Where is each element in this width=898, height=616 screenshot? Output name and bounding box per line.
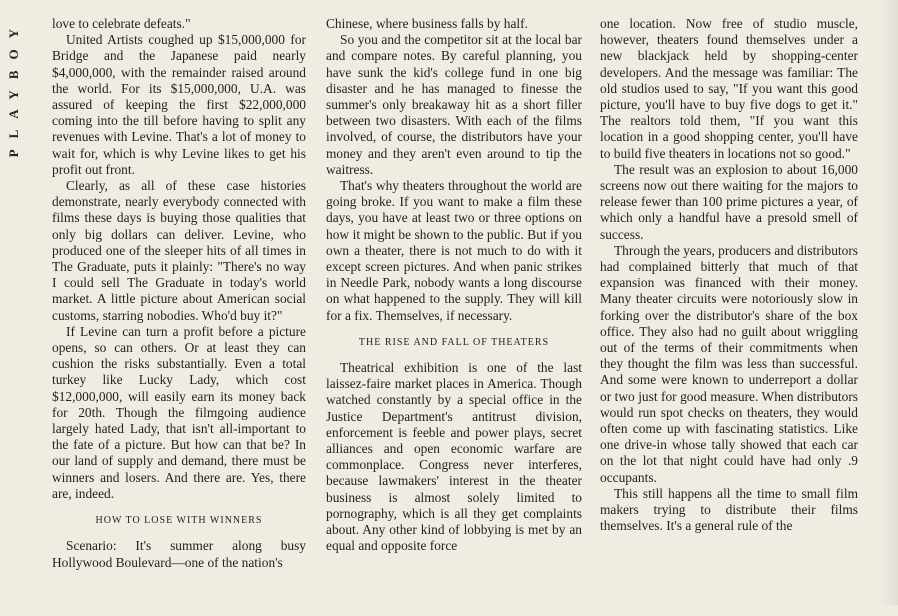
- body-paragraph: The result was an explosion to about 16,000 screens now out there waiting for the majors to release fewer than 100 prime pictures a year, of which only a handful have a presold smell of success.: [600, 161, 858, 242]
- body-paragraph: So you and the competitor sit at the local bar and compare notes. By careful planning, you have sunk the kid's college fund in one big disaster and he has managed to finesse the summer's only breakaway hit as a short filler between two disasters. With each of the films involved, of course, the distributors have your money and they aren't even around to tip the waitress.: [326, 32, 582, 177]
- body-paragraph: Scenario: It's summer along busy Hollywood Boulevard—one of the nation's: [52, 538, 306, 570]
- body-paragraph: United Artists coughed up $15,000,000 for Bridge and the Japanese paid nearly $4,000,000, with the remainder raised around the world. For its $15,000,000, U.A. was assured of keeping the first $22,000,000 coming into the till before having to split any revenues with Levine. That's a lot of money to wait for, which is why Levine likes to get his profit out front.: [52, 32, 306, 177]
- body-paragraph: This still happens all the time to small film makers trying to distribute their films themselves. It's a general rule of the: [600, 485, 858, 534]
- page-edge-shadow: [880, 0, 898, 605]
- text-column-2: [326, 16, 582, 616]
- body-paragraph: love to celebrate defeats.": [52, 16, 191, 31]
- body-paragraph: If Levine can turn a profit before a picture opens, so can others. Or at least they can cushion the risks substantially. Even a total turkey like Lucky Lady, which cost $12,000,000, will easily earn its money back for 20th. Though the filmgoing audience largely hated Lady, that isn't all-important to the fate of a picture. But how can that be? In our land of supply and demand, there must be winners and losers. And there are. Yes, there are, indeed.: [52, 323, 306, 501]
- text-column-3: [600, 16, 858, 616]
- body-paragraph: Through the years, producers and distributors had complained bitterly that much of that expansion was financed with their money. Many theater circuits were notoriously slow in forking over the distributor's share of the box office. They also had no guilt about wriggling out of the terms of their commitments when they thought the film was less than successful. And some were known to underreport a dollar or two just for good measure. When distributors would run spot checks on theaters, they would often come up with fascinating statistics. Like one drive-in whose tally showed that each car on the lot that night could have had only .9 occupants.: [600, 242, 858, 485]
- body-paragraph: one location. Now free of studio muscle, however, theaters found themselves under a new blackjack held by shopping-center developers. And the message was familiar: The old studios used to say, "If you want this good picture, you'll have to buy five dogs to get it." The realtors told them, "If you want this location in a good shopping center, you'll have to build five theaters in locations not so good.": [600, 16, 858, 161]
- body-paragraph: Theatrical exhibition is one of the last laissez-faire market places in America. Though watched constantly by a special office in the Justice Department's antitrust division, enforcement is feeble and power plays, secret alliances and open economic warfare are commonplace. Congress never interferes, because lawmakers' interest in the theater business is almost solely limited to pornography, which is all they get complaints about. Any other kind of lobbying is met by an equal and opposite force: [326, 360, 582, 554]
- text-column-1: [52, 16, 306, 616]
- section-heading: THE RISE AND FALL OF THEATERS: [358, 336, 550, 348]
- body-paragraph: That's why theaters throughout the world are going broke. If you want to make a film these days, you have at least two or three options on how it might be shown to the public. But if you own a theater, there is not much to do with it except screen pictures. And when panic strikes in Needle Park, nobody wants a long discourse on what happened to the supply. They will kill for a fix. Themselves, if necessary.: [326, 178, 582, 323]
- body-paragraph: Clearly, as all of these case histories demonstrate, nearly everybody connected with films these days is buying those qualities that only big dollars can deliver. Levine, who produced one of the sleeper hits of all times in The Graduate, puts it plainly: "There's no way I could sell The Graduate in today's world market. A little picture about American social customs, starring nobodies. Who'd buy it?": [52, 178, 306, 323]
- body-paragraph: Chinese, where business falls by half.: [326, 16, 528, 31]
- section-heading: HOW TO LOSE WITH WINNERS: [95, 515, 263, 527]
- magazine-masthead: PLAYBOY: [6, 18, 21, 158]
